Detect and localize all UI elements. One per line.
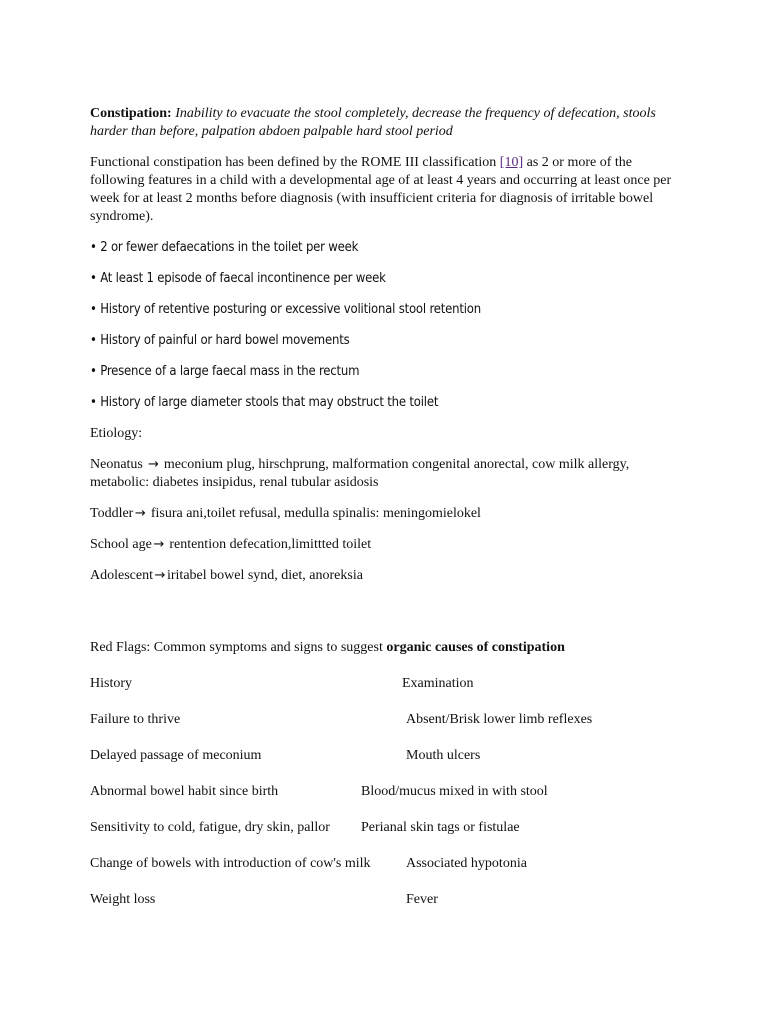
- red-flags-intro: [90, 640, 730, 676]
- exam-cell: Examination: [402, 676, 474, 691]
- arrow-icon: →: [153, 537, 165, 552]
- table-row: [90, 712, 730, 748]
- constipation-label: Constipation:: [90, 106, 172, 121]
- constipation-definition-text: Inability to evacuate the stool completely, decrease the frequency of defecation, stools harder than before, palpation abdoen palpable hard stool period: [90, 106, 656, 139]
- etiology-adolescent: [90, 567, 680, 585]
- table-row: [90, 892, 730, 928]
- history-cell: History: [90, 676, 132, 691]
- functional-constipation-paragraph: [90, 154, 680, 226]
- red-flags-intro-text: Red Flags: Common symptoms and signs to suggest: [90, 640, 387, 655]
- list-item: • History of large diameter stools that may obstruct the toilet: [90, 395, 439, 410]
- table-row: [90, 748, 730, 784]
- history-cell: Delayed passage of meconium: [90, 748, 262, 763]
- etiology-text: iritabel bowel synd, diet, anoreksia: [166, 568, 363, 583]
- exam-cell: Blood/mucus mixed in with stool: [361, 784, 548, 799]
- arrow-icon: →: [147, 457, 159, 472]
- functional-text-end: as 2 or more of the following features in a child with a developmental age of at least 4 years and occurring at least once per week for at least 2 months before diagnosis (with insufficient criteria for diagnosis of irritable bowel syndrome).: [90, 155, 672, 224]
- list-item: • At least 1 episode of faecal incontinence per week: [90, 271, 386, 286]
- list-item: • Presence of a large faecal mass in the rectum: [90, 364, 360, 379]
- etiology-neonatus: [90, 456, 680, 492]
- table-row: [90, 784, 730, 820]
- history-cell: Weight loss: [90, 892, 156, 907]
- list-item: • 2 or fewer defaecations in the toilet per week: [90, 240, 359, 255]
- etiology-toddler: [90, 505, 680, 523]
- reference-link[interactable]: [10]: [499, 155, 524, 170]
- etiology-text: fisura ani,toilet refusal, medulla spinalis: meningomielokel: [147, 506, 481, 521]
- constipation-definition: [90, 105, 680, 141]
- exam-cell: Fever: [406, 892, 438, 907]
- history-cell: Failure to thrive: [90, 712, 181, 727]
- table-row: [90, 856, 730, 892]
- history-cell: Change of bowels with introduction of cow's milk: [90, 856, 371, 871]
- table-row: [90, 820, 730, 856]
- list-item: • History of retentive posturing or excessive volitional stool retention: [90, 302, 481, 317]
- table-row: [90, 676, 730, 712]
- functional-text-start: Functional constipation has been defined by the ROME III classification: [90, 155, 500, 170]
- etiology-label: Neonatus: [90, 457, 147, 472]
- etiology-label: Adolescent: [90, 568, 153, 583]
- exam-cell: Perianal skin tags or fistulae: [361, 820, 520, 835]
- exam-cell: Absent/Brisk lower limb reflexes: [406, 712, 593, 727]
- arrow-icon: →: [134, 506, 146, 521]
- red-flags-intro-bold: organic causes of constipation: [386, 640, 565, 655]
- etiology-text: rentention defecation,limittted toilet: [165, 537, 372, 552]
- list-item: • History of painful or hard bowel movements: [90, 333, 350, 348]
- arrow-icon: →: [154, 568, 166, 583]
- etiology-label: Toddler: [90, 506, 134, 521]
- exam-cell: Associated hypotonia: [406, 856, 527, 871]
- exam-cell: Mouth ulcers: [406, 748, 481, 763]
- etiology-text: meconium plug, hirschprung, malformation congenital anorectal, cow milk allergy, metabolic: diabetes insipidus, renal tubular asidosis: [90, 457, 630, 490]
- criteria-list: [90, 239, 680, 412]
- etiology-label: School age: [90, 537, 152, 552]
- history-cell: Sensitivity to cold, fatigue, dry skin, pallor: [90, 820, 330, 835]
- red-flags-section: [90, 640, 730, 928]
- etiology-heading: Etiology:: [90, 426, 143, 441]
- history-cell: Abnormal bowel habit since birth: [90, 784, 279, 799]
- etiology-school-age: [90, 536, 680, 554]
- document-body: [90, 105, 680, 598]
